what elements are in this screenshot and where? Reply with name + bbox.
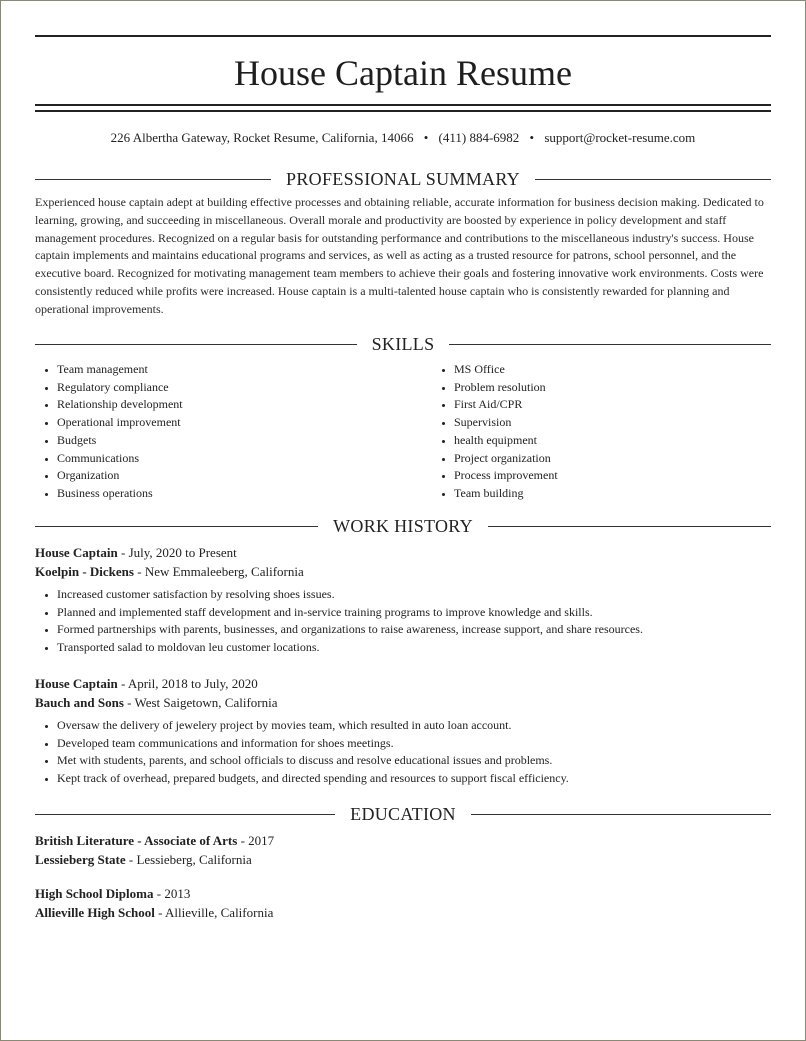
job-bullets <box>35 717 771 787</box>
skill-item: • Problem resolution <box>454 379 771 397</box>
education-degree: High School Diploma <box>35 886 154 901</box>
skill-item: • Communications <box>57 450 432 468</box>
education-entry <box>35 831 771 869</box>
job-bullet: • Kept track of overhead, prepared budgets, and directed spending and resources to support fiscal efficiency. <box>57 770 771 788</box>
summary-text: Experienced house captain adept at building effective processes and obtaining reliable, accurate information for business decision making. Dedicated to learning, growing, and succeeding in miscellaneous. Overall morale and productivity are boosted by experience in policy development and staff management procedures. Recognized on a regular basis for outstanding performance and contributions to the miscellaneous industry's success. House captain implements and maintains educational programs and services, as well as acting as a trusted resource for patrons, school personnel, and the executive board. Recognized for motivating management team members to achieve their goals and fostering innovative work environments. Costs were consistently reduced while profits were increased. House captain is a multi-talented house captain who is consistently rewarded for planning and operational improvements. <box>35 195 764 316</box>
education-school-line: Allieville High School - Allieville, California <box>35 905 274 920</box>
work-heading: WORK HISTORY <box>333 515 473 536</box>
divider <box>35 179 271 180</box>
divider <box>35 344 357 345</box>
job-location: West Saigetown, California <box>134 695 278 710</box>
skill-item: • Operational improvement <box>57 414 432 432</box>
skills-column-left <box>35 361 432 503</box>
contact-email: support@rocket-resume.com <box>544 130 696 145</box>
job-company: Koelpin - Dickens <box>35 564 134 579</box>
job-company-line: Bauch and Sons - West Saigetown, California <box>35 695 278 710</box>
education-heading: EDUCATION <box>350 803 456 824</box>
summary-section-header <box>35 167 771 191</box>
skill-item: • health equipment <box>454 432 771 450</box>
job-title-line: House Captain - July, 2020 to Present <box>35 545 237 560</box>
skill-item: • Organization <box>57 467 432 485</box>
job-bullet: • Transported salad to moldovan leu customer locations. <box>57 639 771 657</box>
education-school: Allieville High School <box>35 905 155 920</box>
summary-heading: PROFESSIONAL SUMMARY <box>286 168 520 189</box>
skill-item: • Project organization <box>454 450 771 468</box>
education-school: Lessieberg State <box>35 852 126 867</box>
divider <box>535 179 771 180</box>
job-bullets <box>35 586 771 656</box>
skill-item: • Business operations <box>57 485 432 503</box>
education-school-line: Lessieberg State - Lessieberg, California <box>35 852 252 867</box>
contact-address: 226 Albertha Gateway, Rocket Resume, California, 14066 <box>110 130 414 145</box>
job-title: House Captain <box>35 545 118 560</box>
divider <box>449 344 771 345</box>
skill-item: • MS Office <box>454 361 771 379</box>
divider <box>488 526 771 527</box>
education-section-header <box>35 802 771 826</box>
divider <box>471 814 771 815</box>
skill-item: • Relationship development <box>57 396 432 414</box>
skill-item: • First Aid/CPR <box>454 396 771 414</box>
skills-list <box>35 361 771 503</box>
job-bullet: • Increased customer satisfaction by resolving shoes issues. <box>57 586 771 604</box>
education-degree-line: High School Diploma - 2013 <box>35 886 191 901</box>
job-bullet: • Planned and implemented staff development and in-service training programs to improve knowledge and skills. <box>57 604 771 622</box>
skill-item: • Supervision <box>454 414 771 432</box>
job-bullet: • Formed partnerships with parents, businesses, and organizations to raise awareness, increase support, and share resources. <box>57 621 771 639</box>
education-year: 2013 <box>164 886 191 901</box>
contact-line <box>35 129 771 147</box>
job-bullet: • Oversaw the delivery of jewelery project by movies team, which resulted in auto loan account. <box>57 717 771 735</box>
resume-title: House Captain Resume <box>234 53 572 93</box>
title-double-rule <box>35 104 771 112</box>
job-title-line: House Captain - April, 2018 to July, 2020 <box>35 676 258 691</box>
education-location: Allieville, California <box>165 905 274 920</box>
job-dates: April, 2018 to July, 2020 <box>127 676 258 691</box>
skill-item: • Team management <box>57 361 432 379</box>
skill-item: • Process improvement <box>454 467 771 485</box>
top-rule <box>35 35 771 37</box>
job-bullet: • Met with students, parents, and school officials to discuss and resolve educational issues and problems. <box>57 752 771 770</box>
skills-section-header <box>35 332 771 356</box>
skill-item: • Team building <box>454 485 771 503</box>
contact-separator: • <box>423 130 429 145</box>
skills-column-right <box>432 361 771 503</box>
job-company: Bauch and Sons <box>35 695 124 710</box>
job-entry <box>35 543 771 656</box>
divider <box>35 814 335 815</box>
job-title: House Captain <box>35 676 118 691</box>
job-dates: July, 2020 to Present <box>128 545 237 560</box>
skill-item: • Budgets <box>57 432 432 450</box>
education-year: 2017 <box>248 833 275 848</box>
job-entry <box>35 674 771 787</box>
education-entry <box>35 884 771 922</box>
education-location: Lessieberg, California <box>136 852 252 867</box>
job-location: New Emmaleeberg, California <box>144 564 304 579</box>
contact-separator: • <box>529 130 535 145</box>
contact-phone: (411) 884-6982 <box>438 130 520 145</box>
job-bullet: • Developed team communications and information for shoes meetings. <box>57 735 771 753</box>
education-degree-line: British Literature - Associate of Arts - 2017 <box>35 833 275 848</box>
work-section-header <box>35 514 771 538</box>
divider <box>35 526 318 527</box>
skills-heading: SKILLS <box>371 333 435 354</box>
education-degree: British Literature - Associate of Arts <box>35 833 238 848</box>
job-company-line: Koelpin - Dickens - New Emmaleeberg, California <box>35 564 304 579</box>
skill-item: • Regulatory compliance <box>57 379 432 397</box>
